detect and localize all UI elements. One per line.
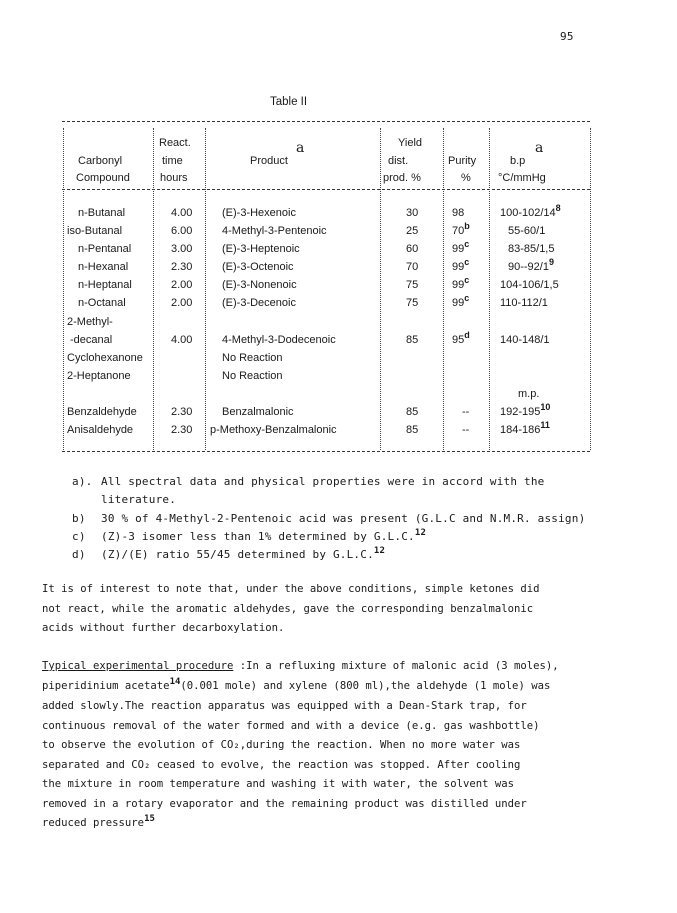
cell-purity: 99 [452, 297, 465, 309]
cell-time: 3.00 [171, 243, 193, 255]
cell-compound: iso-Butanal [67, 225, 123, 237]
header-react: React. [159, 137, 191, 149]
cell-product: (E)-3-Nonenoic [222, 279, 297, 291]
cell-purity: 95 [452, 334, 465, 346]
paragraph-line: :In a refluxing mixture of malonic acid (3 moles), [233, 660, 559, 672]
paragraph-line: It is of interest to note that, under the above conditions, simple ketones did [42, 583, 540, 595]
cell-bp: 83-85/1,5 [508, 243, 555, 255]
header-product: Product [250, 155, 288, 167]
footnote-a-label: a). [72, 475, 93, 488]
cell-yield: 30 [406, 207, 419, 219]
cell-yield: 85 [406, 334, 419, 346]
header-prod-pct: prod. % [383, 172, 421, 184]
cell-yield: 75 [406, 279, 419, 291]
cell-bp: 104-106/1,5 [500, 279, 559, 291]
header-carbonyl: Carbonyl [78, 155, 123, 167]
cell-yield: 85 [406, 424, 419, 436]
footnote-d-ref: 12 [373, 546, 386, 556]
cell-product: 4-Methyl-3-Pentenoic [222, 225, 327, 237]
cell-time: 4.00 [171, 334, 193, 346]
cell-mp-ref: 10 [540, 402, 551, 412]
cell-mp: 184-186 [500, 424, 541, 436]
cell-yield: 70 [406, 261, 419, 273]
table-title: Table II [270, 96, 308, 108]
cell-purity: 99 [452, 279, 465, 291]
cell-yield: 60 [406, 243, 419, 255]
cell-bp: 90--92/1 [508, 261, 549, 273]
cell-purity: -- [462, 424, 470, 436]
procedure-heading: Typical experimental procedure [42, 660, 234, 672]
cell-mp-header: m.p. [518, 388, 540, 400]
header-bp-footnote-mark: a [535, 140, 544, 156]
cell-product: (E)-3-Hexenoic [222, 207, 296, 219]
cell-bp: 55-60/1 [508, 225, 546, 237]
cell-compound: 2-Methyl- [67, 316, 113, 328]
cell-compound: Cyclohexanone [67, 352, 143, 364]
footnote-d-text: (Z)/(E) ratio 55/45 determined by G.L.C. [101, 548, 374, 561]
cell-time: 2.00 [171, 279, 193, 291]
paragraph-observation [42, 580, 632, 639]
cell-compound: Anisaldehyde [67, 424, 134, 436]
cell-mp: 192-195 [500, 406, 541, 418]
cell-time: 2.00 [171, 297, 193, 309]
cell-yield: 85 [406, 406, 419, 418]
cell-bp-ref: 8 [555, 203, 561, 213]
cell-product: No Reaction [222, 352, 283, 364]
cell-time: 2.30 [171, 261, 193, 273]
paragraph-line: continuous removal of the water formed and with a device (e.g. gas washbottle) [42, 719, 540, 732]
cell-purity: 98 [452, 207, 465, 219]
column-divider [63, 128, 64, 450]
table-top-rule [62, 121, 590, 122]
footnote-a-line1: All spectral data and physical properties were in accord with the [101, 475, 545, 488]
footnote-d-label: d) [72, 548, 86, 561]
cell-yield: 75 [406, 297, 419, 309]
footnote-b-label: b) [72, 512, 86, 525]
cell-time: 4.00 [171, 207, 193, 219]
cell-time: 6.00 [171, 225, 193, 237]
cell-bp: 100-102/14 [500, 207, 556, 219]
paragraph-line: piperidinium acetate [42, 679, 170, 692]
header-bp: b.p [510, 155, 526, 167]
cell-compound: n-Heptanal [78, 279, 132, 291]
column-divider [443, 128, 444, 450]
cell-product: p-Methoxy-Benzalmalonic [210, 424, 337, 436]
cell-product: 4-Methyl-3-Dodecenoic [222, 334, 336, 346]
paragraph-line: to observe the evolution of CO₂,during the reaction. When no more water was [42, 739, 521, 751]
cell-bp-ref: 9 [548, 257, 554, 267]
column-divider [153, 128, 154, 450]
paragraph-line: separated and CO₂ ceased to evolve, the reaction was stopped. After cooling [42, 758, 521, 771]
cell-compound: n-Pentanal [78, 243, 132, 255]
cell-product: (E)-3-Octenoic [222, 261, 294, 273]
reference-mark: 15 [144, 814, 155, 824]
footnote-c-text: (Z)-3 isomer less than 1% determined by G.L.C. [101, 530, 415, 543]
footnote-a-line2: literature. [101, 493, 177, 506]
footnote-c-ref: 12 [414, 528, 427, 538]
header-dist: dist. [388, 155, 409, 167]
header-time: time [162, 155, 183, 167]
cell-compound: n-Hexanal [78, 261, 129, 273]
cell-purity-mark: c [464, 293, 470, 303]
header-bp-unit: °C/mmHg [498, 172, 546, 184]
cell-purity-mark: c [464, 257, 470, 267]
header-yield: Yield [398, 137, 423, 149]
cell-compound: -decanal [70, 334, 113, 346]
paragraph-line: added slowly.The reaction apparatus was equipped with a Dean-Stark trap, for [42, 700, 527, 712]
table-bottom-rule [62, 451, 590, 452]
cell-purity-mark: c [464, 275, 470, 285]
cell-product: Benzalmalonic [222, 406, 294, 418]
footnote-b-text: 30 % of 4-Methyl-2-Pentenoic acid was present (G.L.C and N.M.R. assign) [101, 512, 586, 525]
cell-purity: 99 [452, 243, 465, 255]
paragraph-line: the mixture in room temperature and washing it with water, the solvent was [42, 778, 514, 790]
cell-purity-mark: d [464, 330, 470, 340]
header-purity-pct: % [461, 172, 471, 184]
paragraph-line: removed in a rotary evaporator and the remaining product was distilled under [42, 797, 527, 810]
cell-product: (E)-3-Decenoic [222, 297, 296, 309]
column-divider [590, 128, 591, 450]
paragraph-line: (0.001 mole) and xylene (800 ml),the aldehyde (1 mole) was [180, 679, 551, 692]
header-purity: Purity [448, 155, 477, 167]
paragraph-procedure [42, 657, 632, 835]
table-header-rule [62, 189, 590, 190]
cell-purity: -- [462, 406, 470, 418]
cell-bp: 110-112/1 [500, 297, 548, 309]
cell-compound: 2-Heptanone [67, 370, 131, 382]
cell-compound: Benzaldehyde [67, 406, 137, 418]
column-divider [489, 128, 490, 450]
footnote-c-label: c) [72, 530, 86, 543]
cell-purity-mark: c [464, 239, 470, 249]
cell-compound: n-Octanal [78, 297, 126, 309]
cell-purity: 99 [452, 261, 465, 273]
cell-product: No Reaction [222, 370, 283, 382]
page-number: 95 [560, 30, 574, 43]
cell-compound: n-Butanal [78, 207, 126, 219]
cell-mp-ref: 11 [540, 420, 550, 430]
cell-time: 2.30 [171, 424, 193, 436]
paragraph-line: not react, while the aromatic aldehydes, gave the corresponding benzalmalonic [42, 602, 534, 615]
paragraph-line: reduced pressure [42, 817, 145, 829]
header-product-footnote-mark: a [296, 140, 305, 156]
cell-purity-mark: b [464, 221, 470, 231]
cell-product: (E)-3-Heptenoic [222, 243, 300, 255]
cell-yield: 25 [406, 225, 419, 237]
cell-bp: 140-148/1 [500, 334, 550, 346]
paragraph-line: acids without further decarboxylation. [42, 622, 285, 634]
header-compound: Compound [76, 172, 130, 184]
column-divider [380, 128, 381, 450]
header-hours: hours [160, 172, 188, 184]
cell-time: 2.30 [171, 406, 193, 418]
reference-mark: 14 [169, 676, 181, 687]
cell-purity: 70 [452, 225, 465, 237]
column-divider [205, 128, 206, 450]
